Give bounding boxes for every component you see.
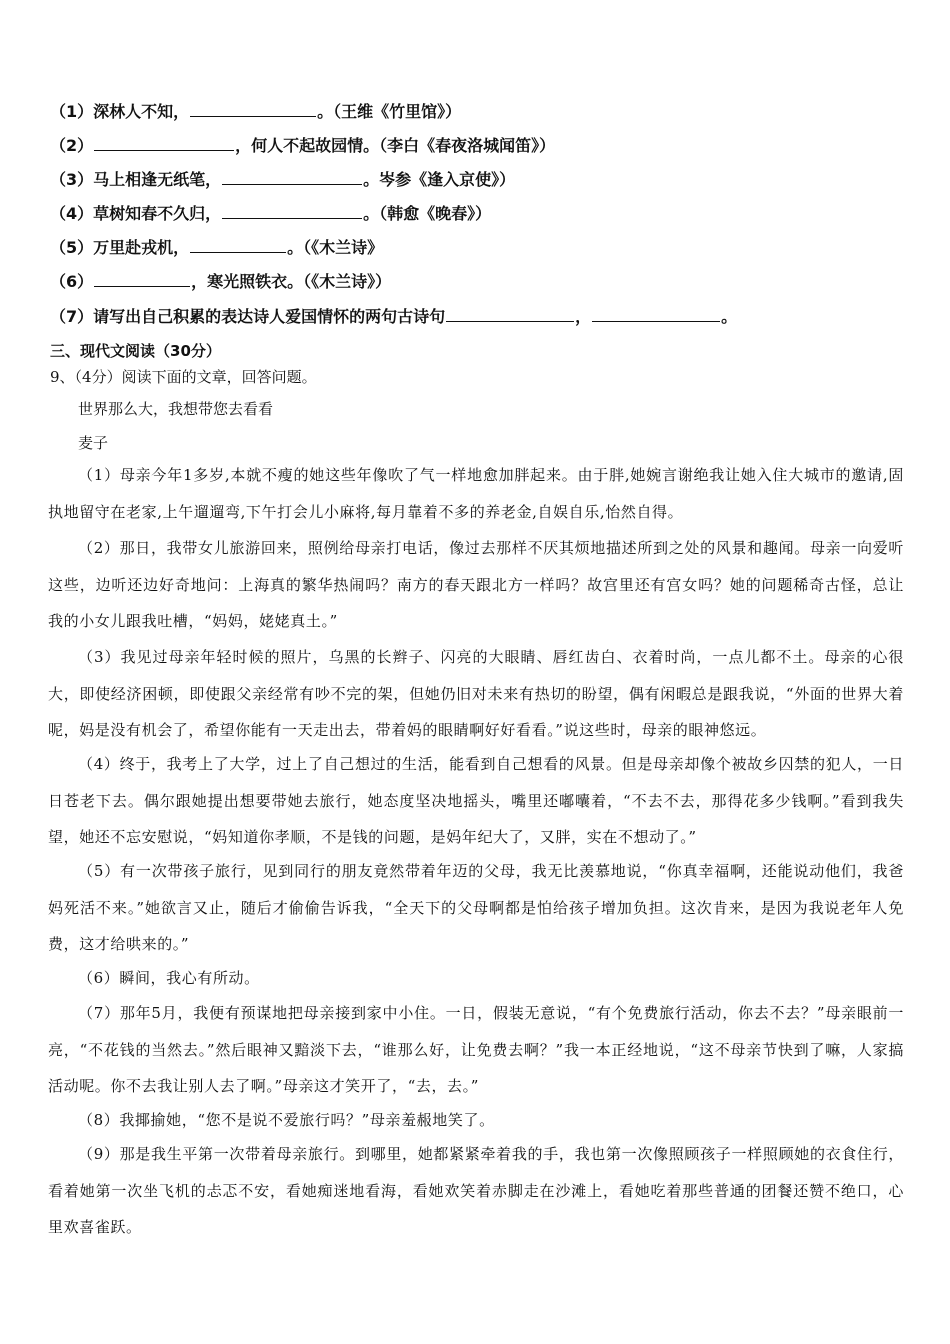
- fill-in-source: 。（韩愈《晚春》）: [363, 204, 492, 223]
- fill-in-source: ，何人不起故园情。（李白《春夜洛城闻笛》）: [235, 136, 556, 155]
- answer-blank[interactable]: [222, 168, 362, 185]
- article-paragraph-4: （4）终于，我考上了大学，过上了自己想过的生活，能看到自己想看的风景。但是母亲却像个被故乡囚禁的犯人，一日日苍老下去。偶尔跟她提出想要带她去旅行，她态度坚决地摇头，嘴里还嘟囔着，“不去不去，那得花多少钱啊。”看到我失望，她还不忘安慰说，“妈知道你孝顺，不是钱的问题，是妈年纪大了，又胖，实在不想动了。”: [48, 755, 904, 846]
- fill-in-source: 。岑参《逢入京使》）: [363, 170, 516, 189]
- fill-in-item-7: [50, 305, 737, 329]
- question-stem: 9、（4分）阅读下面的文章，回答问题。: [50, 368, 317, 386]
- fill-in-source: ，寒光照铁衣。（《木兰诗》）: [191, 272, 392, 291]
- fill-in-source: 。（王维《竹里馆》）: [317, 102, 462, 121]
- fill-in-prompt: （2）: [50, 136, 94, 155]
- fill-in-prompt: （1）深林人不知，: [50, 102, 190, 121]
- answer-blank[interactable]: [94, 270, 190, 287]
- fill-in-item-6: [50, 270, 391, 294]
- fill-in-prompt: （4）草树知春不久归，: [50, 204, 222, 223]
- section-title: 三、现代文阅读（30分）: [50, 342, 221, 360]
- fill-in-separator: ，: [575, 307, 592, 326]
- answer-blank[interactable]: [190, 100, 316, 117]
- fill-in-item-4: [50, 202, 491, 226]
- article-author: 麦子: [78, 434, 109, 452]
- article-paragraph-9: （9）那是我生平第一次带着母亲旅行。到哪里，她都紧紧牵着我的手，我也第一次像照顾孩子一样照顾她的衣食住行，看着她第一次坐飞机的忐忑不安，看她痴迷地看海，看她欢笑着赤脚走在沙滩上，看她吃着那些普通的团餐还赞不绝口，心里欢喜雀跃。: [48, 1145, 904, 1236]
- answer-blank[interactable]: [222, 202, 362, 219]
- fill-in-source: 。（《木兰诗》: [287, 238, 384, 257]
- fill-in-end: 。: [721, 307, 738, 326]
- fill-in-prompt: （3）马上相逢无纸笔，: [50, 170, 222, 189]
- answer-blank[interactable]: [592, 305, 720, 322]
- article-paragraph-8: （8）我揶揄她，“您不是说不爱旅行吗？”母亲羞赧地笑了。: [78, 1111, 495, 1129]
- fill-in-item-2: [50, 134, 555, 158]
- fill-in-item-5: [50, 236, 383, 260]
- answer-blank[interactable]: [94, 134, 234, 151]
- fill-in-prompt: （6）: [50, 272, 94, 291]
- fill-in-item-1: [50, 100, 461, 124]
- article-paragraph-5: （5）有一次带孩子旅行，见到同行的朋友竟然带着年迈的父母，我无比羡慕地说，“你真幸福啊，还能说动他们，我爸妈死活不来。”她欲言又止，随后才偷偷告诉我，“全天下的父母啊都是怕给孩子增加负担。这次肯来，是因为我说老年人免费，这才给哄来的。”: [48, 862, 904, 953]
- article-paragraph-6: （6）瞬间，我心有所动。: [78, 969, 260, 987]
- answer-blank[interactable]: [190, 236, 286, 253]
- fill-in-item-3: [50, 168, 515, 192]
- fill-in-prompt: （5）万里赴戎机，: [50, 238, 190, 257]
- article-title: 世界那么大，我想带您去看看: [78, 400, 274, 418]
- article-paragraph-1: （1）母亲今年1多岁,本就不瘦的她这些年像吹了气一样地愈加胖起来。由于胖,她婉言谢绝我让她入住大城市的邀请,固执地留守在老家,上午遛遛弯,下午打会儿小麻将,每月靠着不多的养老金,自娱自乐,怡然自得。: [48, 466, 904, 521]
- article-paragraph-2: （2）那日，我带女儿旅游回来，照例给母亲打电话，像过去那样不厌其烦地描述所到之处的风景和趣闻。母亲一向爱听这些，边听还边好奇地问：上海真的繁华热闹吗？南方的春天跟北方一样吗？故宫里还有宫女吗？她的问题稀奇古怪，总让我的小女儿跟我吐槽，“妈妈，姥姥真土。”: [48, 539, 904, 630]
- answer-blank[interactable]: [446, 305, 574, 322]
- article-paragraph-7: （7）那年5月，我便有预谋地把母亲接到家中小住。一日，假装无意说，“有个免费旅行活动，你去不去？”母亲眼前一亮，“不花钱的当然去。”然后眼神又黯淡下去，“谁那么好，让免费去啊？”我一本正经地说，“这不母亲节快到了嘛，人家搞活动呢。你不去我让别人去了啊。”母亲这才笑开了，“去，去。”: [48, 1004, 904, 1095]
- article-paragraph-3: （3）我见过母亲年轻时候的照片，乌黑的长辫子、闪亮的大眼睛、唇红齿白、衣着时尚，一点儿都不土。母亲的心很大，即使经济困顿，即使跟父亲经常有吵不完的架，但她仍旧对未来有热切的盼望，偶有闲暇总是跟我说，“外面的世界大着呢，妈是没有机会了，希望你能有一天走出去，带着妈的眼睛啊好好看看。”说这些时，母亲的眼神悠远。: [48, 648, 904, 739]
- fill-in-prompt: （7）请写出自己积累的表达诗人爱国情怀的两句古诗句: [50, 307, 446, 326]
